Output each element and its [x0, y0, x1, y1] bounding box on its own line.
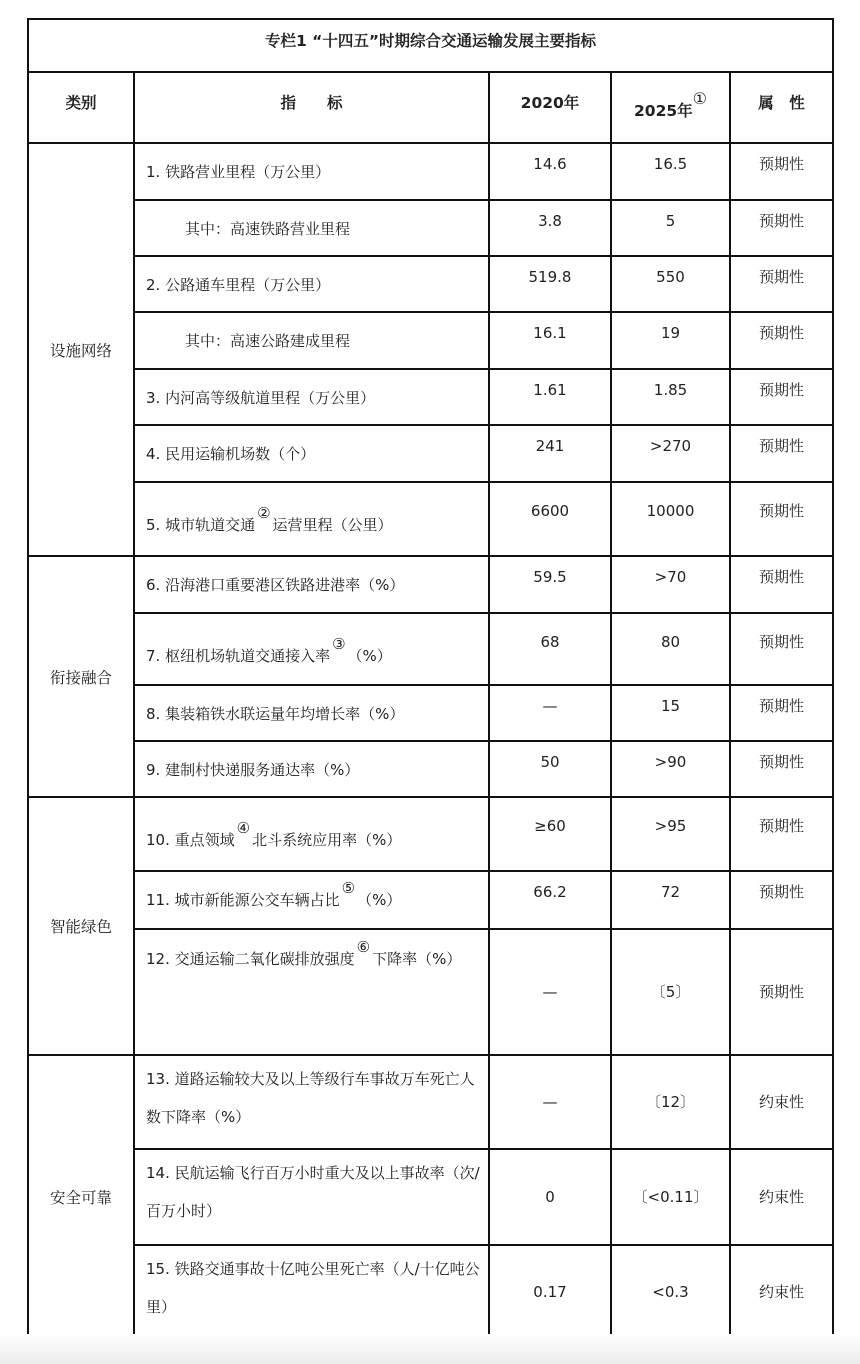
table-row: [28, 871, 833, 929]
attribute-cell: 预期性: [730, 797, 833, 871]
indicator-text: 3. 内河高等级航道里程（万公里）: [146, 389, 376, 407]
table-row: [28, 200, 833, 256]
header-2025: [611, 72, 730, 143]
indicator-cell: [134, 369, 489, 425]
value-2025-cell: 72: [611, 871, 730, 929]
indicator-text: 14. 民航运输飞行百万小时重大及以上事故率（次/百万小时）: [146, 1164, 480, 1220]
indicators-table: [27, 18, 834, 1340]
table-row: [28, 1245, 833, 1339]
attribute-cell: 预期性: [730, 685, 833, 741]
indicator-text: 6. 沿海港口重要港区铁路进港率（%）: [146, 576, 405, 594]
indicator-text: 1. 铁路营业里程（万公里）: [146, 163, 331, 181]
indicator-cell: [134, 929, 489, 1055]
indicator-text: 12. 交通运输二氧化碳排放强度: [146, 950, 355, 968]
value-2020-cell: 1.61: [489, 369, 611, 425]
header-indicator: 指 标: [134, 72, 489, 143]
table-row: [28, 369, 833, 425]
table-row: [28, 797, 833, 871]
indicator-text: 13. 道路运输较大及以上等级行车事故万车死亡人数下降率（%）: [146, 1070, 475, 1126]
attribute-cell: 预期性: [730, 312, 833, 369]
header-row: [28, 72, 833, 143]
category-cell: 智能绿色: [28, 797, 134, 1055]
footnote-marker: ④: [236, 819, 251, 837]
indicator-text: 10. 重点领域: [146, 831, 235, 849]
bottom-shadow: [0, 1334, 860, 1364]
table-row: [28, 613, 833, 685]
table-row: [28, 256, 833, 312]
footnote-marker: ②: [257, 504, 271, 522]
value-2020-cell: 241: [489, 425, 611, 482]
table-row: [28, 929, 833, 1055]
attribute-cell: 预期性: [730, 556, 833, 613]
value-2025-cell: >95: [611, 797, 730, 871]
value-2020-cell: 0: [489, 1149, 611, 1245]
indicator-text-cont: 运营里程（公里）: [272, 516, 393, 534]
value-2020-cell: 14.6: [489, 143, 611, 200]
indicator-cell: [134, 871, 489, 929]
indicator-cell: [134, 312, 489, 369]
footnote-marker: ⑥: [356, 938, 371, 956]
table-row: [28, 685, 833, 741]
header-category: 类别: [28, 72, 134, 143]
indicator-text: 5. 城市轨道交通: [146, 516, 256, 534]
value-2020-cell: —: [489, 929, 611, 1055]
category-cell: 安全可靠: [28, 1055, 134, 1339]
value-2020-cell: 59.5: [489, 556, 611, 613]
table-row: [28, 425, 833, 482]
table-row: [28, 741, 833, 797]
indicator-cell: [134, 613, 489, 685]
indicator-cell: [134, 741, 489, 797]
indicator-cell: [134, 797, 489, 871]
indicator-cell: [134, 143, 489, 200]
attribute-cell: 预期性: [730, 482, 833, 556]
attribute-cell: 预期性: [730, 425, 833, 482]
value-2025-cell: 10000: [611, 482, 730, 556]
indicator-cell: [134, 482, 489, 556]
attribute-cell: 预期性: [730, 143, 833, 200]
footnote-marker: ⑤: [341, 879, 356, 897]
indicator-cell: [134, 425, 489, 482]
indicator-text-cont: 北斗系统应用率（%）: [252, 831, 402, 849]
attribute-cell: 约束性: [730, 1055, 833, 1149]
table-row: [28, 482, 833, 556]
value-2025-cell: 80: [611, 613, 730, 685]
value-2020-cell: 16.1: [489, 312, 611, 369]
indicator-text: 11. 城市新能源公交车辆占比: [146, 891, 340, 909]
attribute-cell: 预期性: [730, 929, 833, 1055]
value-2020-cell: —: [489, 685, 611, 741]
value-2020-cell: 68: [489, 613, 611, 685]
footnote-marker: ③: [332, 635, 346, 653]
table-row: [28, 556, 833, 613]
attribute-cell: 约束性: [730, 1149, 833, 1245]
table-row: [28, 1149, 833, 1245]
value-2025-cell: 19: [611, 312, 730, 369]
indicator-cell: [134, 1149, 489, 1245]
value-2025-cell: >90: [611, 741, 730, 797]
value-2020-cell: 519.8: [489, 256, 611, 312]
indicator-text-cont: 下降率（%）: [372, 950, 462, 968]
value-2025-cell: 1.85: [611, 369, 730, 425]
value-2025-cell: >70: [611, 556, 730, 613]
header-2025-label: 2025年: [634, 102, 693, 121]
value-2020-cell: 6600: [489, 482, 611, 556]
header-2020: 2020年: [489, 72, 611, 143]
value-2025-cell: 5: [611, 200, 730, 256]
category-cell: 衔接融合: [28, 556, 134, 797]
indicator-text: 其中：高速公路建成里程: [185, 332, 351, 350]
indicator-cell: [134, 685, 489, 741]
attribute-cell: 预期性: [730, 369, 833, 425]
indicator-text-cont: （%）: [357, 891, 402, 909]
table-title: 专栏1 “十四五”时期综合交通运输发展主要指标: [28, 19, 833, 72]
value-2020-cell: 66.2: [489, 871, 611, 929]
header-attribute: 属 性: [730, 72, 833, 143]
indicator-cell: [134, 1245, 489, 1339]
value-2025-cell: >270: [611, 425, 730, 482]
indicator-text: 15. 铁路交通事故十亿吨公里死亡率（人/十亿吨公里）: [146, 1260, 480, 1316]
table-row: [28, 312, 833, 369]
table-row: [28, 143, 833, 200]
footnote-marker: ①: [692, 89, 707, 108]
attribute-cell: 预期性: [730, 871, 833, 929]
value-2020-cell: —: [489, 1055, 611, 1149]
value-2020-cell: 50: [489, 741, 611, 797]
indicator-cell: [134, 556, 489, 613]
value-2025-cell: 〔5〕: [611, 929, 730, 1055]
indicator-cell: [134, 200, 489, 256]
indicator-cell: [134, 256, 489, 312]
indicator-text: 其中：高速铁路营业里程: [185, 220, 351, 238]
value-2025-cell: 15: [611, 685, 730, 741]
indicator-text-cont: （%）: [347, 647, 392, 665]
value-2020-cell: 0.17: [489, 1245, 611, 1339]
table-row: [28, 1055, 833, 1149]
attribute-cell: 预期性: [730, 200, 833, 256]
value-2025-cell: 16.5: [611, 143, 730, 200]
indicator-cell: [134, 1055, 489, 1149]
attribute-cell: 预期性: [730, 613, 833, 685]
indicator-text: 2. 公路通车里程（万公里）: [146, 276, 331, 294]
value-2025-cell: 〔<0.11〕: [611, 1149, 730, 1245]
category-cell: 设施网络: [28, 143, 134, 556]
value-2020-cell: ≥60: [489, 797, 611, 871]
value-2025-cell: 〔12〕: [611, 1055, 730, 1149]
attribute-cell: 约束性: [730, 1245, 833, 1339]
attribute-cell: 预期性: [730, 741, 833, 797]
value-2025-cell: <0.3: [611, 1245, 730, 1339]
attribute-cell: 预期性: [730, 256, 833, 312]
indicator-text: 7. 枢纽机场轨道交通接入率: [146, 647, 331, 665]
value-2025-cell: 550: [611, 256, 730, 312]
indicator-text: 9. 建制村快递服务通达率（%）: [146, 761, 360, 779]
value-2020-cell: 3.8: [489, 200, 611, 256]
indicator-text: 8. 集装箱铁水联运量年均增长率（%）: [146, 705, 405, 723]
indicator-text: 4. 民用运输机场数（个）: [146, 445, 316, 463]
